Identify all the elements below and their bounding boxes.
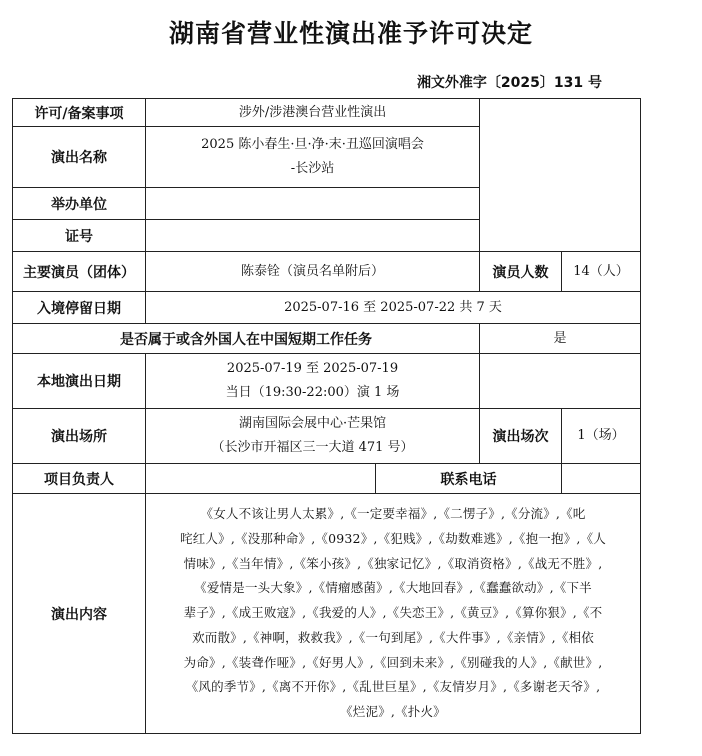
performer-count-value: 14（人） xyxy=(562,252,641,292)
content-line: 《烂泥》,《扑火》 xyxy=(340,703,446,719)
content-line: 《女人不该让男人太累》,《一定要幸福》,《二愣子》,《分流》,《叱 xyxy=(200,506,586,522)
venue-line-1: 湖南国际会展中心·芒果馆 xyxy=(238,416,387,431)
show-name-line-1: 2025 陈小春生·旦·净·末·丑巡回演唱会 xyxy=(201,137,424,152)
blank-cell xyxy=(480,99,641,252)
local-dates-line-1: 2025-07-19 至 2025-07-19 xyxy=(226,361,399,376)
content-line: 为命》,《装聋作哑》,《好男人》,《回到未来》,《别碰我的人》,《献世》, xyxy=(183,654,603,670)
phone-label: 联系电话 xyxy=(376,464,562,494)
content-line: 欢而散》,《神啊，救救我》,《一句到尾》,《大件事》,《亲情》,《相依 xyxy=(192,629,594,645)
stay-dates-value: 2025-07-16 至 2025-07-22 共 7 天 xyxy=(146,292,641,324)
license-type-value: 涉外/涉港澳台营业性演出 xyxy=(146,99,480,127)
manager-value xyxy=(146,464,376,494)
venue-line-2: （长沙市开福区三一大道 471 号） xyxy=(211,440,414,455)
short-term-label: 是否属于或含外国人在中国短期工作任务 xyxy=(13,324,480,354)
local-dates-value xyxy=(146,354,480,409)
manager-label: 项目负责人 xyxy=(13,464,146,494)
license-table-full xyxy=(12,98,641,734)
show-name-line-2: -长沙站 xyxy=(290,161,335,176)
content-line: 辈子》,《成王败寇》,《我爱的人》,《失恋王》,《黄豆》,《算你狠》,《不 xyxy=(183,605,603,621)
cert-no-value xyxy=(146,220,480,252)
performers-label: 主要演员（团体） xyxy=(13,252,146,292)
document-number: 湘文外准字〔2025〕131 号 xyxy=(416,75,602,91)
show-name-value xyxy=(146,127,480,188)
performer-count-label: 演员人数 xyxy=(480,252,562,292)
content-label: 演出内容 xyxy=(13,494,146,734)
show-name-label: 演出名称 xyxy=(13,127,146,188)
performers-value: 陈泰铨（演员名单附后） xyxy=(146,252,480,292)
license-type-label: 许可/备案事项 xyxy=(13,99,146,127)
organizer-label: 举办单位 xyxy=(13,188,146,220)
local-dates-line-2: 当日（19:30-22:00）演 1 场 xyxy=(225,385,400,400)
sessions-label: 演出场次 xyxy=(480,409,562,464)
content-line: 咤红人》,《没那种命》,《0932》,《犯贱》,《劫数难逃》,《抱一抱》,《人 xyxy=(180,531,606,547)
content-line: 情味》,《当年情》,《笨小孩》,《独家记忆》,《取消资格》,《战无不胜》, xyxy=(183,555,603,571)
stay-dates-label: 入境停留日期 xyxy=(13,292,146,324)
phone-value xyxy=(562,464,641,494)
venue-value xyxy=(146,409,480,464)
local-dates-blank xyxy=(480,354,641,409)
sessions-value: 1（场） xyxy=(562,409,641,464)
content-line: 《爱情是一头大象》,《情瘤感菌》,《大地回春》,《蠢蠢欲动》,《下半 xyxy=(194,580,592,596)
content-value xyxy=(146,494,641,734)
content-line: 《风的季节》,《离不开你》,《乱世巨星》,《友情岁月》,《多谢老天爷》, xyxy=(185,679,601,695)
local-dates-label: 本地演出日期 xyxy=(13,354,146,409)
short-term-value: 是 xyxy=(480,324,641,354)
venue-label: 演出场所 xyxy=(13,409,146,464)
document-title: 湖南省营业性演出准予许可决定 xyxy=(168,19,533,48)
cert-no-label: 证号 xyxy=(13,220,146,252)
organizer-value xyxy=(146,188,480,220)
